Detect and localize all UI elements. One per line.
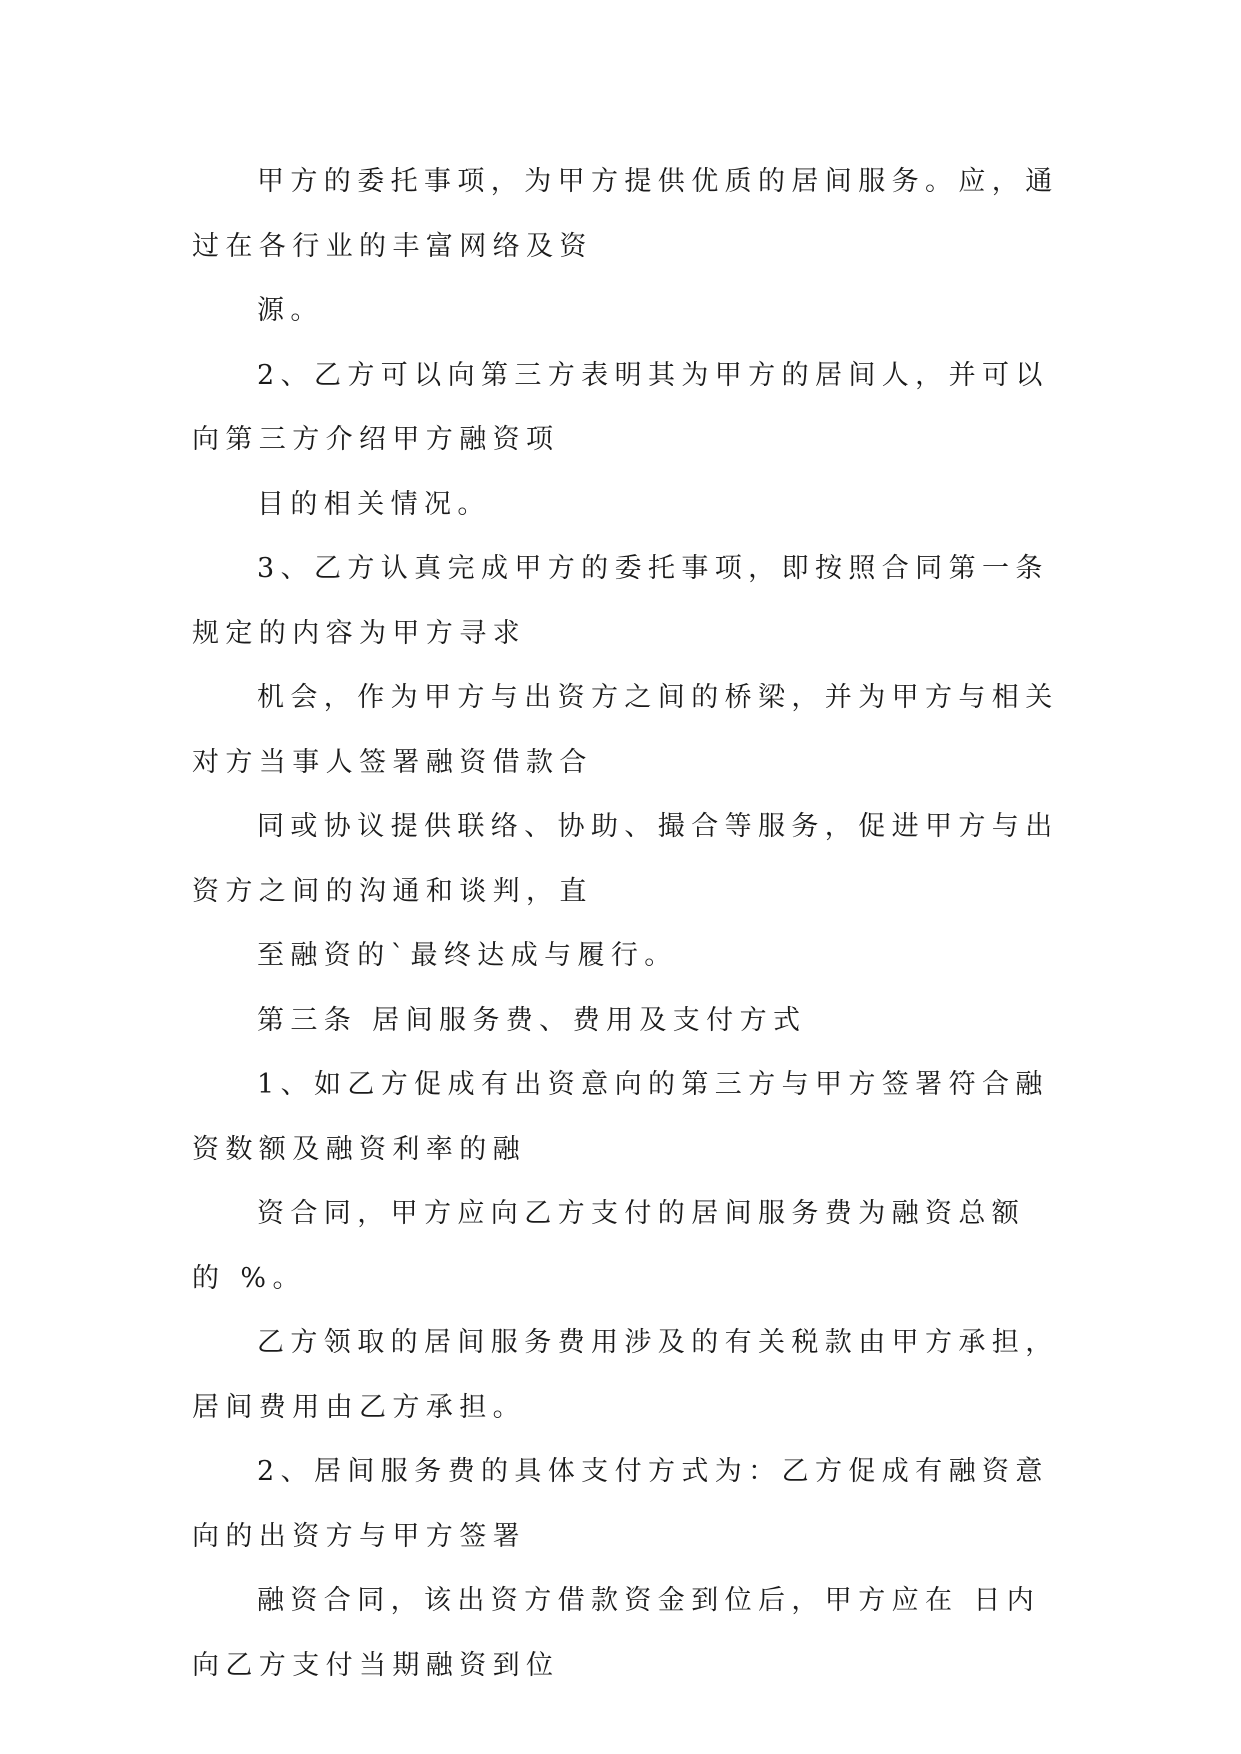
text-line: 资合同，甲方应向乙方支付的居间服务费为融资总额 bbox=[257, 1198, 1026, 1229]
text-line: 向乙方支付当期融资到位 bbox=[192, 1649, 560, 1681]
text-line: 2、居间服务费的具体支付方式为：乙方促成有融资意 bbox=[257, 1456, 1049, 1487]
text-line: 资方之间的沟通和谈判，直 bbox=[192, 875, 593, 907]
document-body bbox=[192, 162, 1072, 1710]
text-line: 资数额及融资利率的融 bbox=[192, 1133, 526, 1165]
text-line: 同或协议提供联络、协助、撮合等服务，促进甲方与出 bbox=[257, 811, 1059, 842]
text-line: 向第三方介绍甲方融资项 bbox=[192, 424, 560, 455]
text-line: 居间费用由乙方承担。 bbox=[192, 1391, 526, 1423]
text-line: 甲方的委托事项，为甲方提供优质的居间服务。应，通 bbox=[257, 166, 1059, 197]
text-line: 源。 bbox=[257, 295, 324, 326]
text-line: 的 %。 bbox=[192, 1262, 306, 1294]
text-line: 向的出资方与甲方签署 bbox=[192, 1520, 526, 1552]
text-line: 目的相关情况。 bbox=[257, 488, 491, 520]
text-line: 1、如乙方促成有出资意向的第三方与甲方签署符合融 bbox=[257, 1069, 1049, 1100]
text-line: 对方当事人签署融资借款合 bbox=[192, 746, 593, 778]
text-line: 规定的内容为甲方寻求 bbox=[192, 617, 526, 649]
text-line: 融资合同，该出资方借款资金到位后，甲方应在 日内 bbox=[257, 1585, 1041, 1616]
text-line: 至融资的`最终达成与履行。 bbox=[257, 940, 678, 971]
text-line: 乙方领取的居间服务费用涉及的有关税款由甲方承担， bbox=[257, 1327, 1059, 1358]
text-line: 第三条 居间服务费、费用及支付方式 bbox=[257, 1004, 807, 1036]
text-line: 机会，作为甲方与出资方之间的桥梁，并为甲方与相关 bbox=[257, 682, 1059, 713]
text-line: 3、乙方认真完成甲方的委托事项，即按照合同第一条 bbox=[257, 553, 1049, 584]
text-line: 2、乙方可以向第三方表明其为甲方的居间人，并可以 bbox=[257, 359, 1049, 391]
text-line: 过在各行业的丰富网络及资 bbox=[192, 230, 593, 262]
